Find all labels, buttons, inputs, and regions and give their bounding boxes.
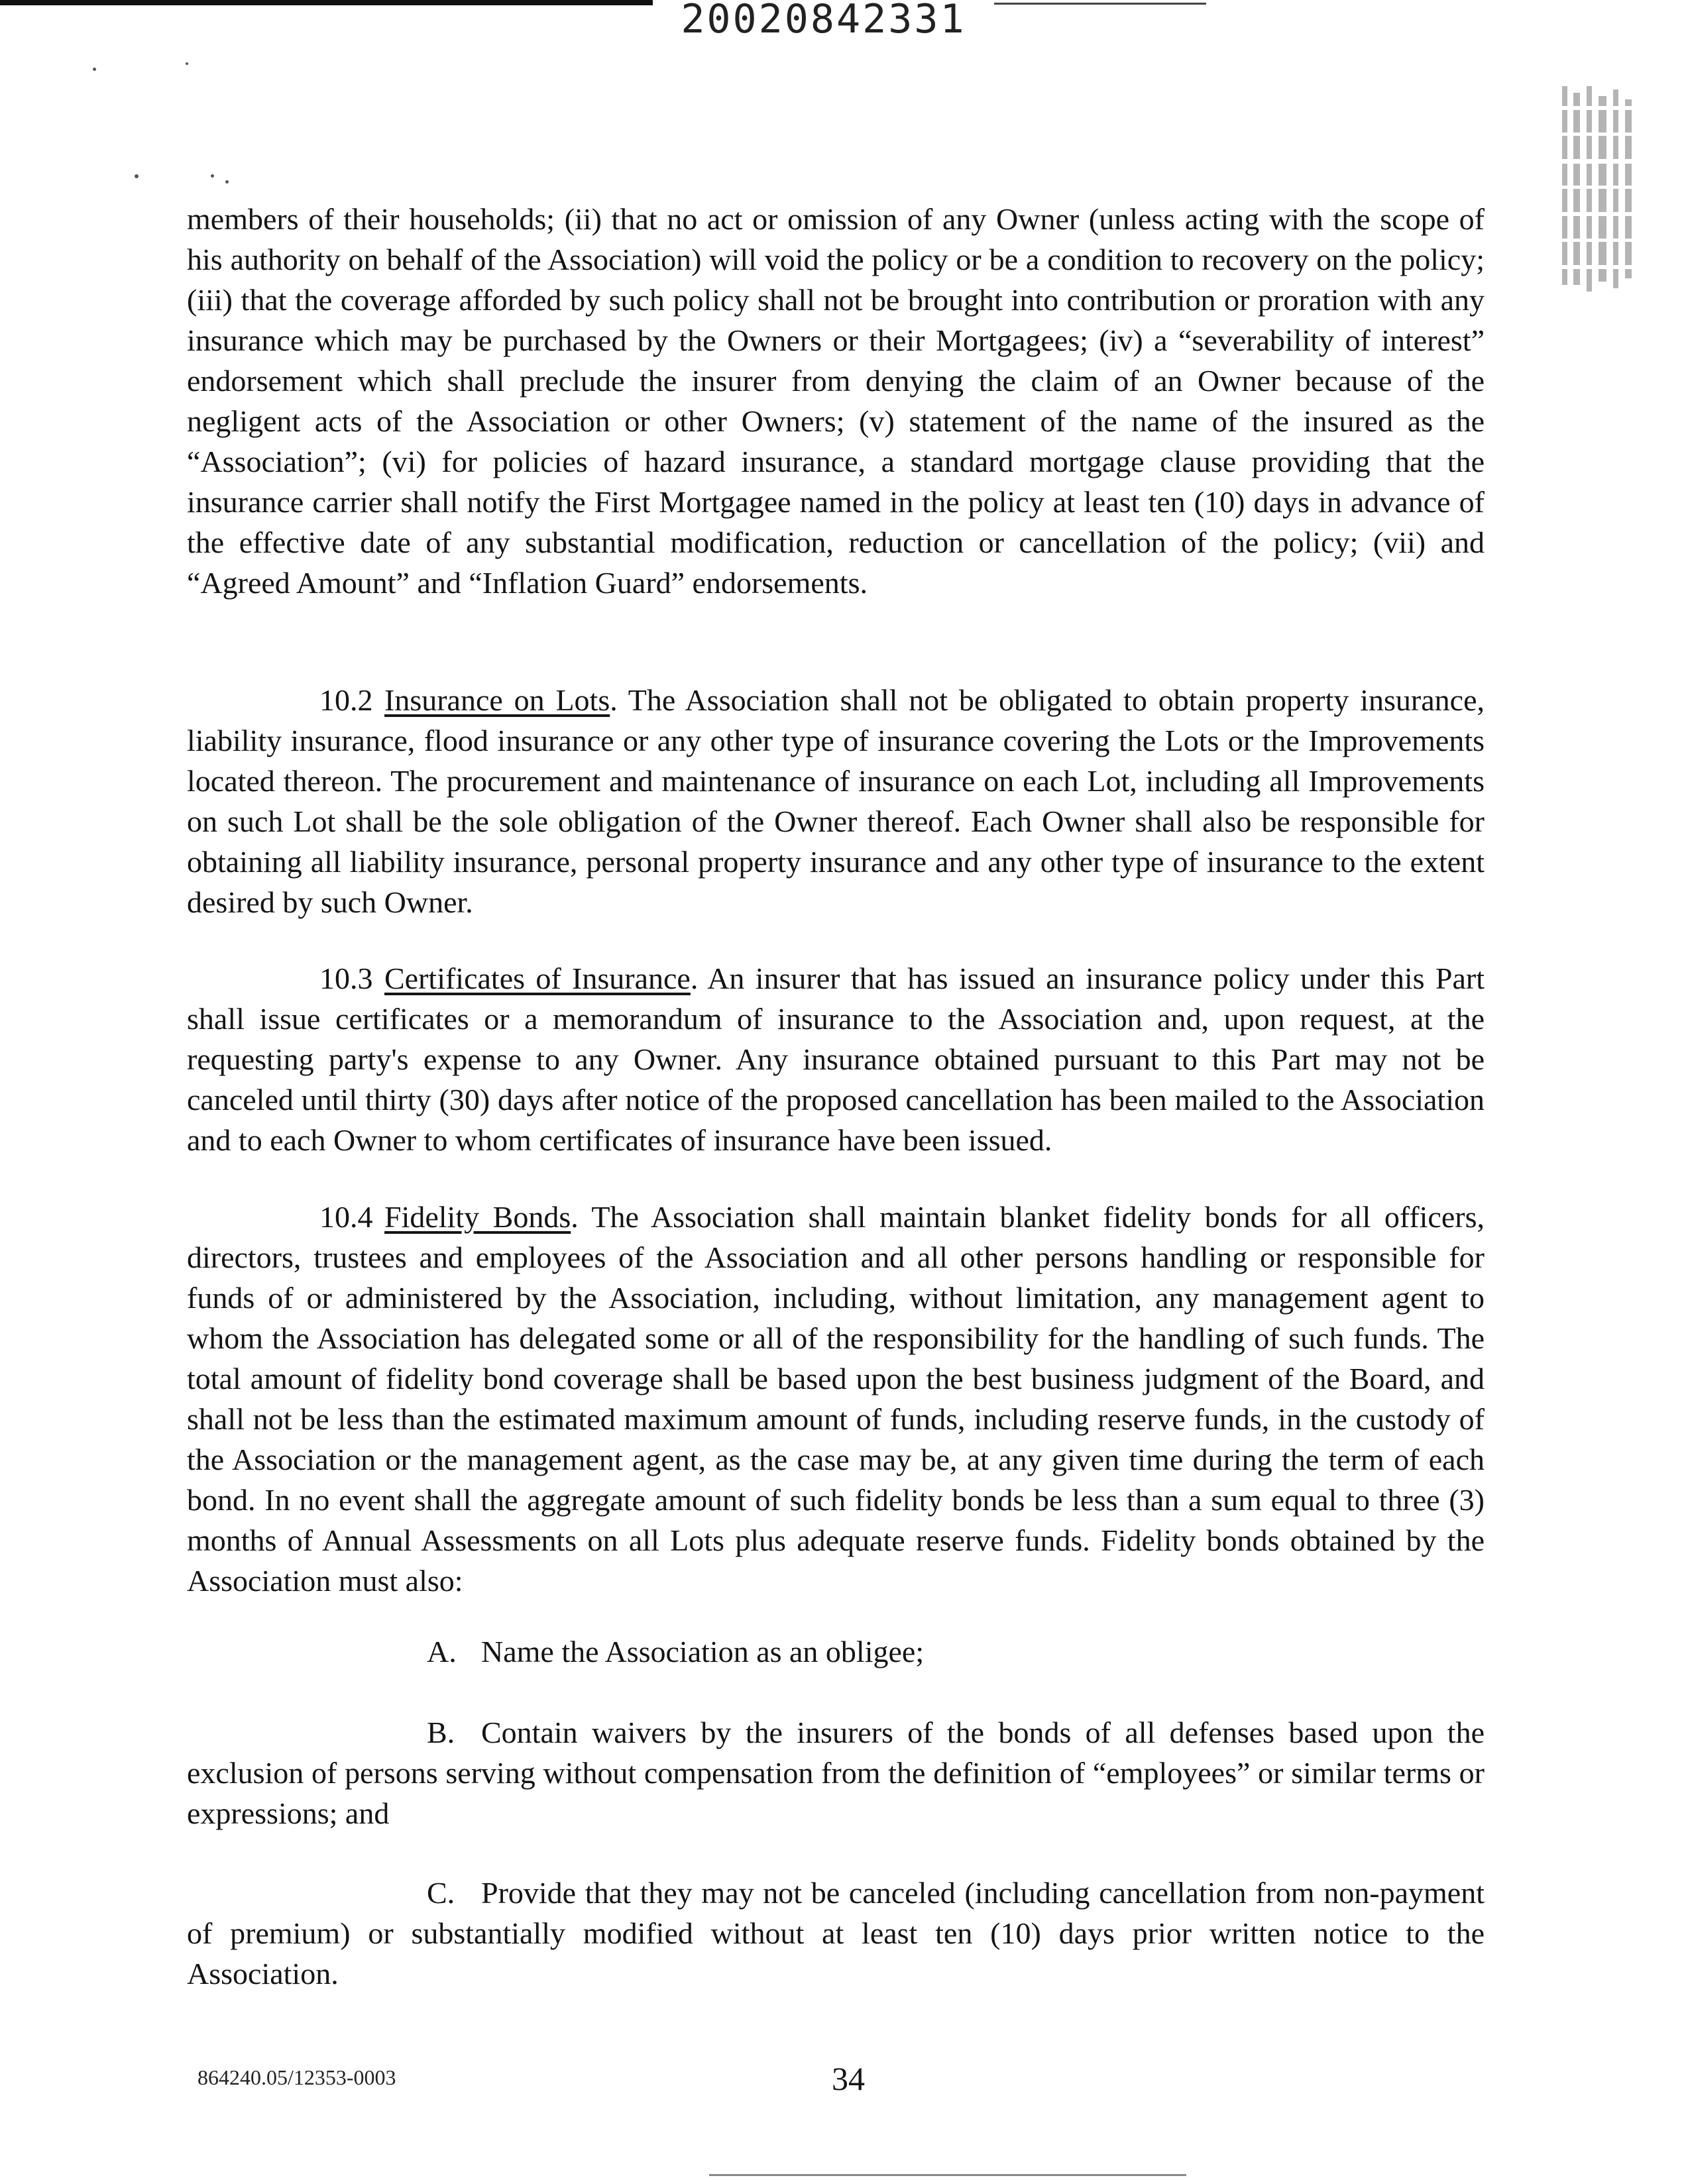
list-letter: B. [427, 1716, 455, 1749]
section-10-4 [187, 1197, 1485, 1601]
scan-speck [186, 62, 188, 65]
list-text: Name the Association as an obligee; [481, 1635, 925, 1668]
page-number: 34 [832, 2060, 865, 2097]
list-item-a [187, 1631, 1485, 1672]
list-item-b [187, 1712, 1485, 1833]
paragraph-continuation: members of their households; (ii) that no act or omission of any Owner (unless acting with the scope of his authority on behalf of the Association) will void the policy or be a condition to recovery on the policy; (iii) that the coverage afforded by such policy shall not be brought into contribution or proration with any insurance which may be purchased by the Owners or their Mortgagees; (iv) a “severability of interest” endorsement which shall preclude the insurer from denying the claim of an Owner because of the negligent acts of the Association or other Owners; (v) statement of the name of the insured as the “Association”; (vi) for policies of hazard insurance, a standard mortgage clause providing that the insurance carrier shall notify the First Mortgagee named in the policy at least ten (10) days in advance of the effective date of any substantial modification, reduction or cancellation of the policy; (vii) and “Agreed Amount” and “Inflation Guard” endorsements. [187, 202, 1485, 600]
list-text: Contain waivers by the insurers of the bonds of all defenses based upon the exclusion of persons serving without compensation from the definition of “employees” or similar terms or expressions; and [187, 1716, 1485, 1830]
top-rule-right [994, 3, 1206, 5]
list-text: Provide that they may not be canceled (including cancellation from non-payment of premium) or substantially modified without at least ten (10) days prior written notice to the Association. [187, 1876, 1485, 1991]
section-title: Certificates of Insurance [384, 961, 691, 995]
list-item-c [187, 1873, 1485, 1994]
scan-speck [225, 180, 229, 184]
section-10-3 [187, 958, 1485, 1160]
section-10-2 [187, 680, 1485, 922]
section-number: 10.3 [319, 961, 373, 995]
top-rule [0, 0, 653, 5]
side-stamp-marks [1559, 86, 1638, 298]
list-letter: C. [427, 1876, 455, 1910]
section-title: Insurance on Lots [384, 683, 610, 717]
bottom-rule [709, 2174, 1186, 2176]
scan-speck [135, 174, 139, 178]
list-letter: A. [427, 1635, 457, 1668]
scan-speck [93, 68, 96, 71]
scan-speck [211, 174, 214, 178]
document-number: 20020842331 [681, 0, 966, 42]
section-text: . The Association shall not be obligated to obtain property insurance, liability insurance, flood insurance or any other type of insurance covering the Lots or the Improvements located thereon. The procurement and maintenance of insurance on each Lot, including all Improvements on such Lot shall be the sole obligation of the Owner thereof. Each Owner shall also be responsible for obtaining all liability insurance, personal property insurance and any other type of insurance to the extent desired by such Owner. [187, 683, 1485, 919]
section-text: . The Association shall maintain blanket fidelity bonds for all officers, directors, trustees and employees of the Association and all other persons handling or responsible for funds of or administered by the Association, including, without limitation, any management agent to whom the Association has delegated some or all of the responsibility for the handling of such funds. The total amount of fidelity bond coverage shall be based upon the best business judgment of the Board, and shall not be less than the estimated maximum amount of funds, including reserve funds, in the custody of the Association or the management agent, as the case may be, at any given time during the term of each bond. In no event shall the aggregate amount of such fidelity bonds be less than a sum equal to three (3) months of Annual Assessments on all Lots plus adequate reserve funds. Fidelity bonds obtained by the Association must also: [187, 1200, 1485, 1598]
footer-document-id: 864240.05/12353-0003 [197, 2065, 396, 2089]
section-title: Fidelity Bonds [384, 1200, 571, 1234]
section-text: . An insurer that has issued an insurance policy under this Part shall issue certificates or a memorandum of insurance to the Association and, upon request, at the requesting party's expense to any Owner. Any insurance obtained pursuant to this Part may not be canceled until thirty (30) days after notice of the proposed cancellation has been mailed to the Association and to each Owner to whom certificates of insurance have been issued. [187, 961, 1485, 1157]
section-number: 10.2 [319, 683, 373, 717]
section-number: 10.4 [319, 1200, 373, 1234]
